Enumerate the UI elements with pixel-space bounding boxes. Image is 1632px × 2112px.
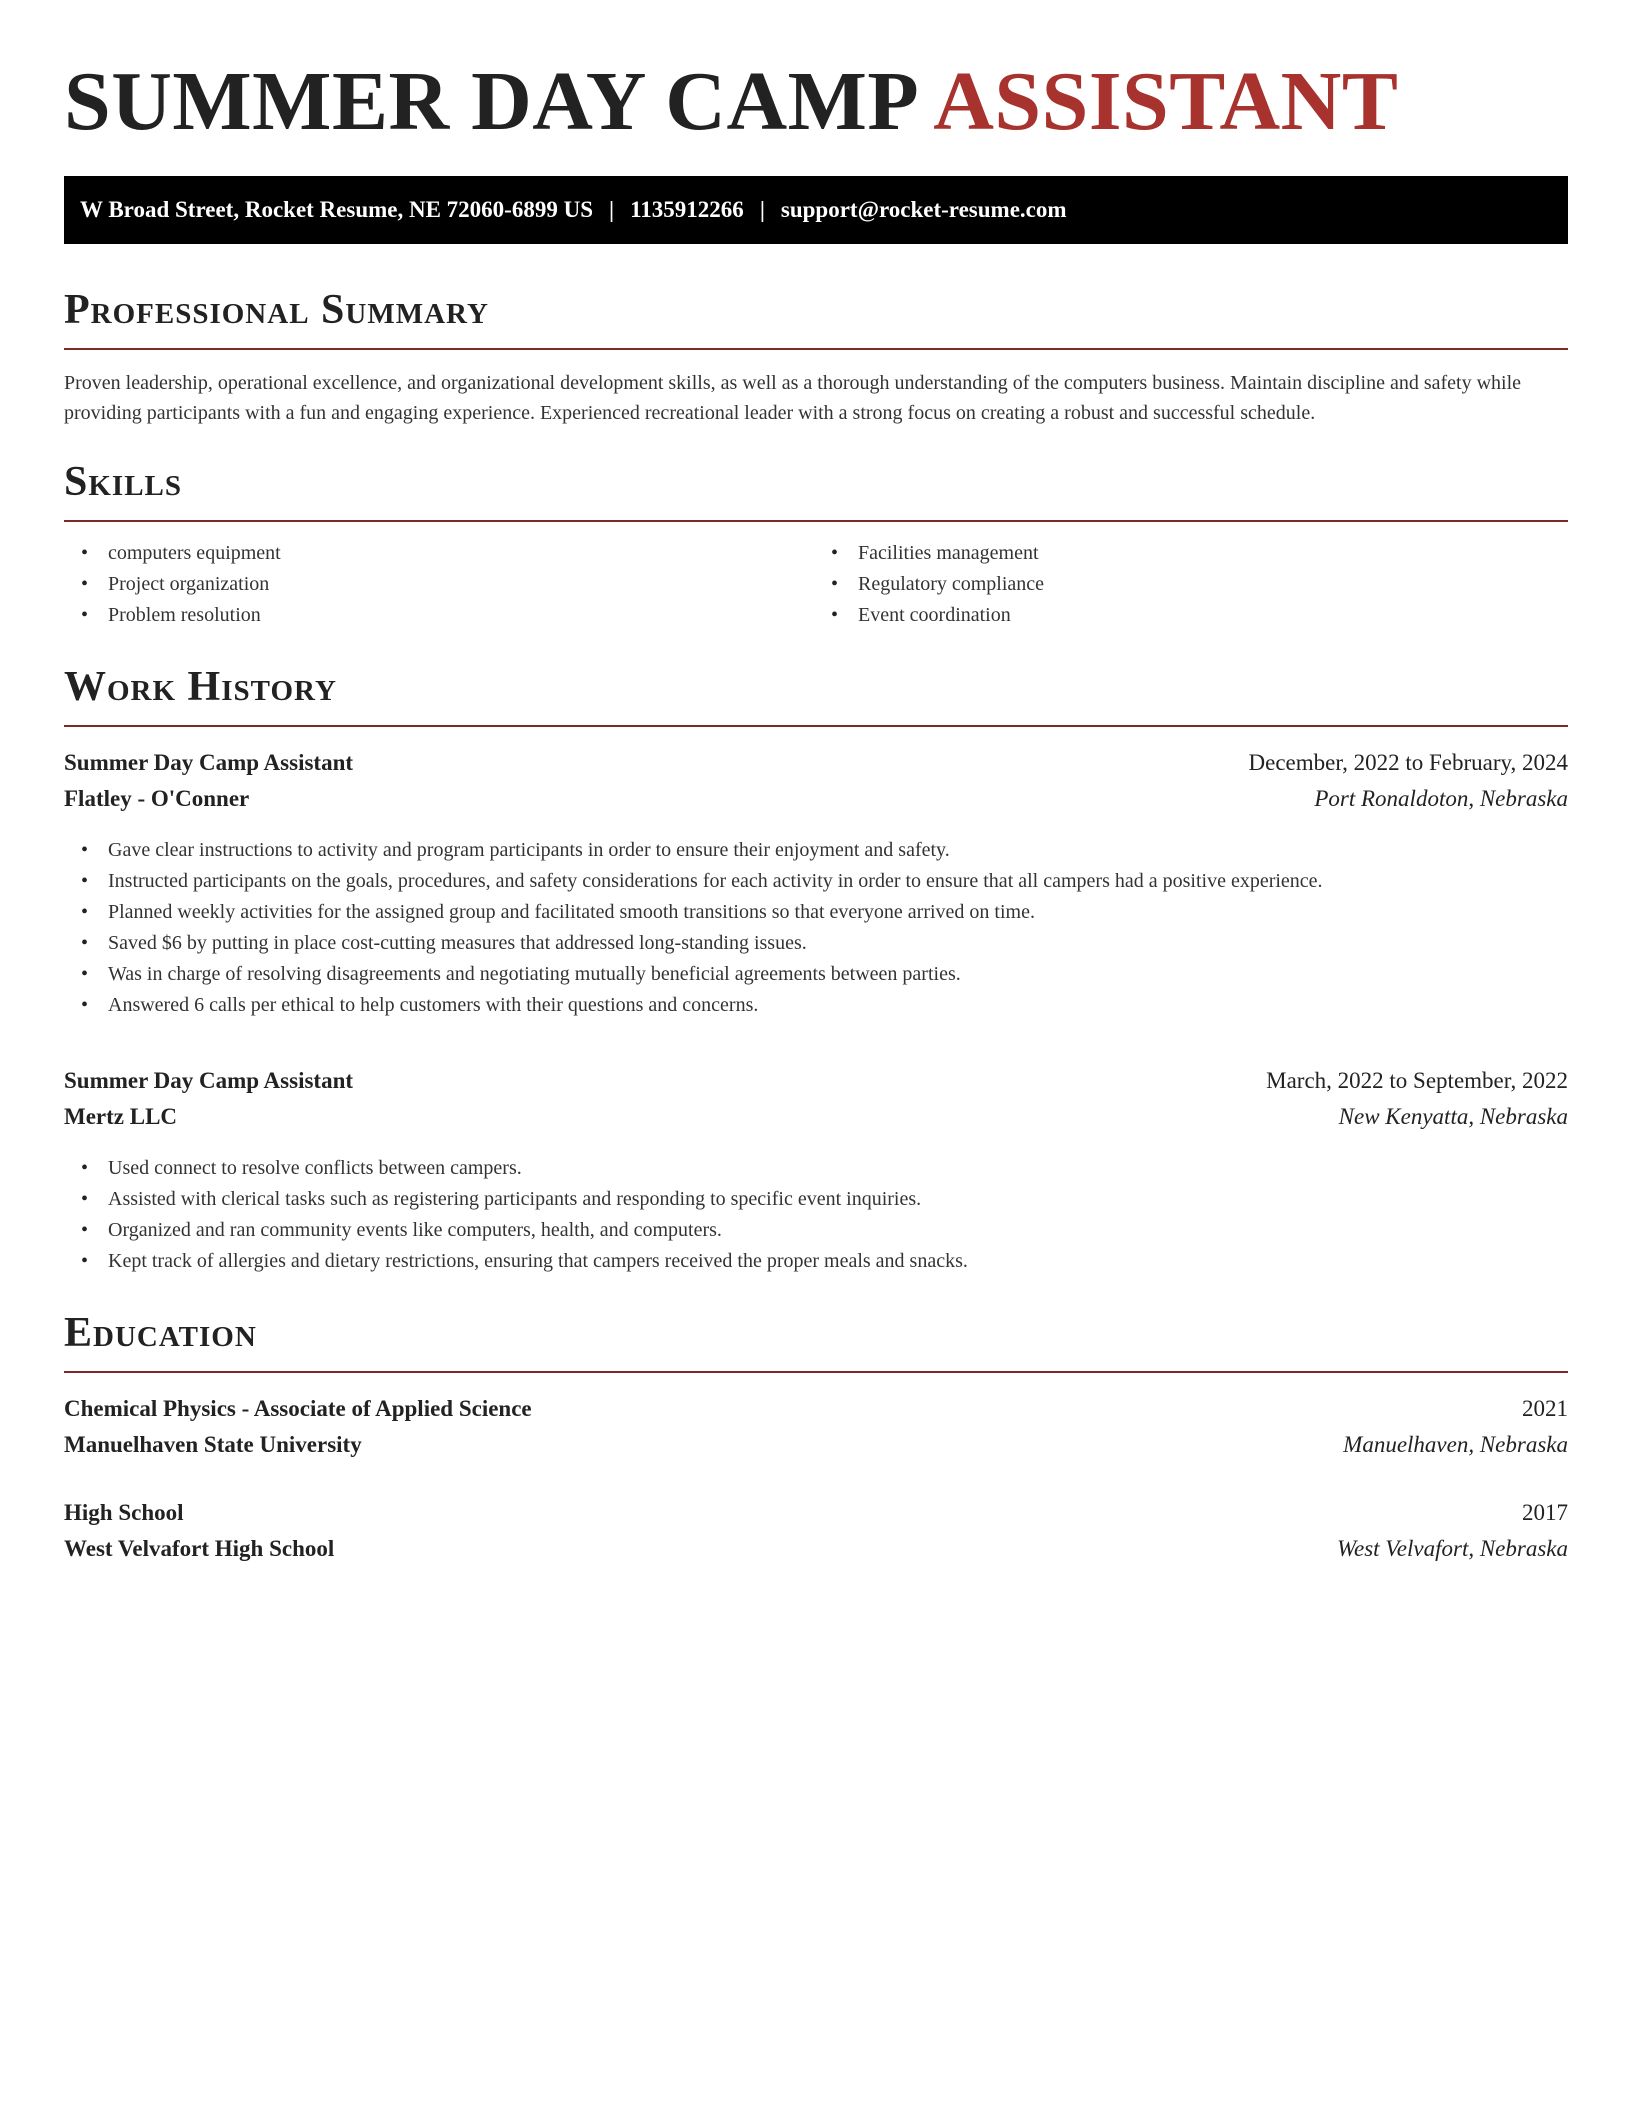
education-degree-row	[64, 1495, 1568, 1531]
job-bullets	[64, 835, 1568, 1021]
job-dates: March, 2022 to September, 2022	[1266, 1068, 1568, 1093]
job-entry	[64, 745, 1568, 1021]
education-section	[64, 1307, 1568, 1567]
job-bullet: • Planned weekly activities for the assigned group and facilitated smooth transitions so that everyone arrived on time.	[108, 897, 1568, 928]
job-location: New Kenyatta, Nebraska	[1338, 1104, 1568, 1129]
skill-item: • computers equipment	[108, 538, 818, 569]
job-bullet: • Was in charge of resolving disagreements and negotiating mutually beneficial agreements between parties.	[108, 959, 1568, 990]
work-history-section	[64, 661, 1568, 1277]
education-year: 2021	[1522, 1396, 1568, 1421]
summary-heading: Professional Summary	[64, 284, 1568, 350]
contact-separator: |	[609, 197, 615, 222]
skills-heading: Skills	[64, 456, 1568, 522]
title-main: SUMMER DAY CAMP	[64, 55, 920, 148]
job-title: Summer Day Camp Assistant	[64, 750, 354, 775]
education-location: Manuelhaven, Nebraska	[1343, 1432, 1568, 1457]
skills-section	[64, 456, 1568, 631]
skill-item: • Facilities management	[858, 538, 1568, 569]
job-company: Mertz LLC	[64, 1104, 178, 1129]
job-entry	[64, 1063, 1568, 1277]
title-accent: ASSISTANT	[933, 55, 1399, 148]
contact-bar	[64, 176, 1568, 244]
summary-text: Proven leadership, operational excellence, and organizational development skills, as well as a thorough understanding of the computers business. Maintain discipline and safety while providing participants with a fun and engaging experience. Experienced recreational leader with a strong focus on creating a robust and successful schedule.	[64, 372, 1522, 424]
job-bullet: • Saved $6 by putting in place cost-cutting measures that addressed long-standing issues.	[108, 928, 1568, 959]
contact-email: support@rocket-resume.com	[780, 197, 1067, 222]
contact-address: W Broad Street, Rocket Resume, NE 72060-6899 US	[80, 197, 593, 222]
job-bullet: • Organized and ran community events like computers, health, and computers.	[108, 1215, 1568, 1246]
skills-list-right	[818, 538, 1568, 631]
education-entry	[64, 1391, 1568, 1463]
job-title: Summer Day Camp Assistant	[64, 1068, 354, 1093]
job-bullets	[64, 1153, 1568, 1277]
skill-item: • Regulatory compliance	[858, 569, 1568, 600]
education-degree: Chemical Physics - Associate of Applied Science	[64, 1396, 532, 1421]
education-heading: Education	[64, 1307, 1568, 1373]
contact-phone: 1135912266	[630, 197, 744, 222]
resume-title	[64, 0, 1568, 148]
education-school-row	[64, 1427, 1568, 1463]
skill-item: • Project organization	[108, 569, 818, 600]
job-header-row	[64, 745, 1568, 781]
education-degree: High School	[64, 1500, 184, 1525]
job-bullet: • Assisted with clerical tasks such as registering participants and responding to specific event inquiries.	[108, 1184, 1568, 1215]
job-bullet: • Instructed participants on the goals, procedures, and safety considerations for each activity in order to ensure that all campers had a positive experience.	[108, 866, 1568, 897]
job-bullet: • Used connect to resolve conflicts between campers.	[108, 1153, 1568, 1184]
skill-item: • Problem resolution	[108, 600, 818, 631]
education-school-row	[64, 1531, 1568, 1567]
skills-list-left	[64, 538, 818, 631]
education-entry	[64, 1495, 1568, 1567]
job-location: Port Ronaldoton, Nebraska	[1314, 786, 1568, 811]
skill-item: • Event coordination	[858, 600, 1568, 631]
job-company-row	[64, 1099, 1568, 1135]
job-header-row	[64, 1063, 1568, 1099]
job-bullet: • Kept track of allergies and dietary restrictions, ensuring that campers received the proper meals and snacks.	[108, 1246, 1568, 1277]
job-bullet: • Gave clear instructions to activity and program participants in order to ensure their enjoyment and safety.	[108, 835, 1568, 866]
job-company: Flatley - O'Conner	[64, 786, 250, 811]
work-history-heading: Work History	[64, 661, 1568, 727]
education-degree-row	[64, 1391, 1568, 1427]
education-school: West Velvafort High School	[64, 1536, 335, 1561]
skills-grid	[64, 538, 1568, 631]
education-year: 2017	[1522, 1500, 1568, 1525]
job-bullet: • Answered 6 calls per ethical to help customers with their questions and concerns.	[108, 990, 1568, 1021]
education-school: Manuelhaven State University	[64, 1432, 362, 1457]
contact-separator: |	[759, 197, 765, 222]
education-location: West Velvafort, Nebraska	[1336, 1536, 1568, 1561]
resume-page	[64, 0, 1568, 1567]
job-dates: December, 2022 to February, 2024	[1248, 750, 1568, 775]
job-company-row	[64, 781, 1568, 817]
summary-section	[64, 284, 1568, 428]
